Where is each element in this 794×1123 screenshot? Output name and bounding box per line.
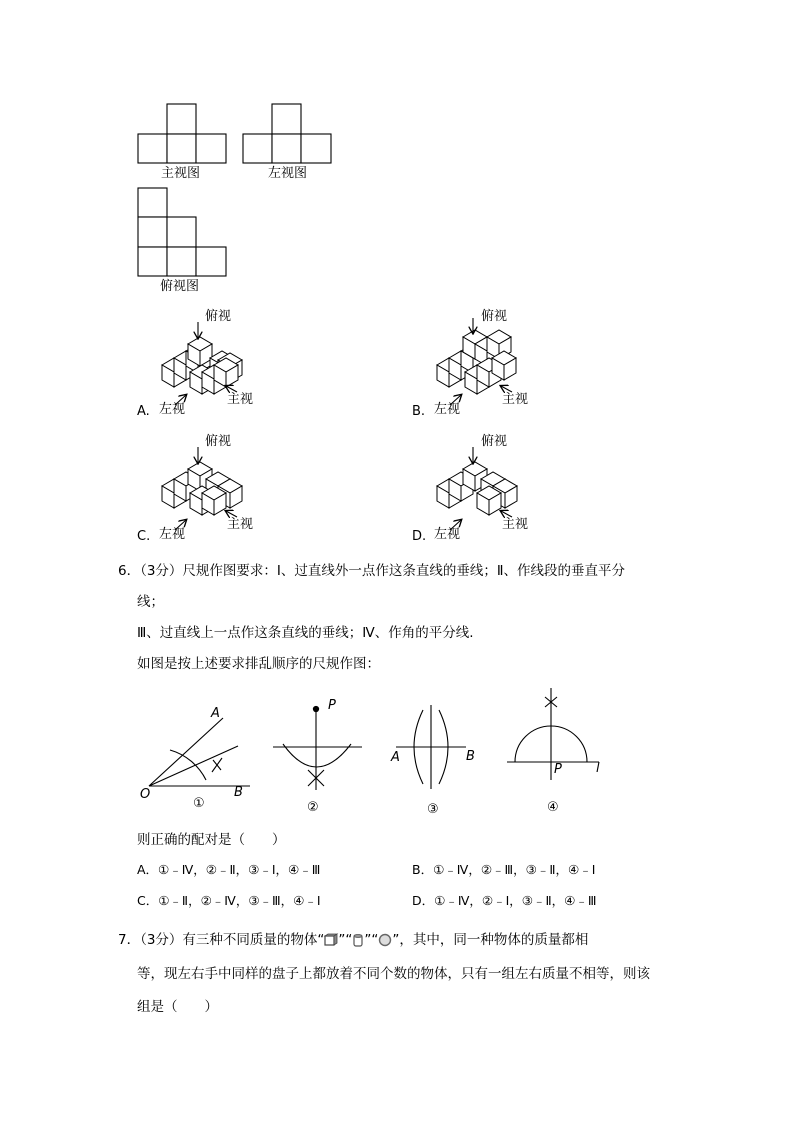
q6-line4: 如图是按上述要求排乱顺序的尺规作图： [137,656,380,672]
fig2-number: ② [307,800,319,815]
option-d-letter: D. [412,529,427,544]
option-c-left-label: 左视 [159,527,186,542]
fig4-label-l: l [596,761,600,776]
q7-line3: 组是（ ） [137,999,218,1015]
option-b-letter: B. [412,404,426,419]
fig3-label-a: A [391,750,400,765]
option-c-letter: C. [137,529,151,544]
q6-option-d: D．①﹣Ⅳ，②﹣Ⅰ，③﹣Ⅱ，④﹣Ⅲ [412,893,597,908]
fig1-label-o: O [140,787,151,802]
option-a-letter: A. [137,404,150,419]
option-a-left-label: 左视 [159,402,186,417]
fig2-label-p: P [328,698,336,713]
q6-question: 则正确的配对是（ ） [137,832,286,848]
option-d-front-label: 主视 [502,517,529,532]
sphere-object-icon [378,933,392,947]
q7-line1 [118,931,588,949]
q7-quote-2: ”“ [364,932,379,948]
figure-4-perpendicular-on-line [507,688,599,780]
fig1-label-b: B [234,785,243,800]
q6-option-b: B．①﹣Ⅳ，②﹣Ⅲ，③﹣Ⅱ，④﹣Ⅰ [412,862,596,877]
cylinder-object-icon [352,933,364,947]
option-b-left-label: 左视 [434,402,461,417]
fig1-number: ① [193,796,205,811]
fig4-label-p: P [554,762,562,777]
q7-line2: 等，现左右手中同样的盘子上都放着不同个数的物体，只有一组左右质量不相等，则该 [137,966,650,982]
option-d-top-label: 俯视 [481,434,508,449]
option-b-front-label: 主视 [502,392,529,407]
figure-3-perpendicular-bisector [396,705,466,789]
option-c-top-label: 俯视 [205,434,232,449]
front-view-label: 主视图 [161,166,201,181]
q6-option-c: C．①﹣Ⅱ，②﹣Ⅳ，③﹣Ⅲ，④﹣Ⅰ [137,893,321,908]
figure-1-angle-bisector [149,718,250,786]
left-view-label: 左视图 [268,166,308,181]
fig3-label-b: B [466,749,475,764]
option-a-front-label: 主视 [227,392,254,407]
fig3-number: ③ [427,802,439,817]
option-d-left-label: 左视 [434,527,461,542]
q6-line2: 线； [137,594,164,610]
option-c-front-label: 主视 [227,517,254,532]
fig4-number: ④ [547,800,559,815]
cube-object-icon [324,933,338,947]
option-b-top-label: 俯视 [481,309,508,324]
top-view-label: 俯视图 [160,279,200,294]
fig1-label-a: A [211,706,220,721]
option-a-top-label: 俯视 [205,309,232,324]
q7-line1-end: ”，其中，同一种物体的质量都相 [392,932,589,948]
q6-line1: 6．（3分）尺规作图要求：Ⅰ、过直线外一点作这条直线的垂线；Ⅱ、作线段的垂直平分 [118,563,626,579]
figure-2-perpendicular-external [273,706,362,790]
q7-quote-1: ”“ [338,932,353,948]
q6-line3: Ⅲ、过直线上一点作这条直线的垂线；Ⅳ、作角的平分线. [137,625,474,641]
q6-option-a: A．①﹣Ⅳ，②﹣Ⅱ，③﹣Ⅰ，④﹣Ⅲ [137,862,321,877]
q7-line1-start: 7．（3分）有三种不同质量的物体“ [118,932,325,948]
